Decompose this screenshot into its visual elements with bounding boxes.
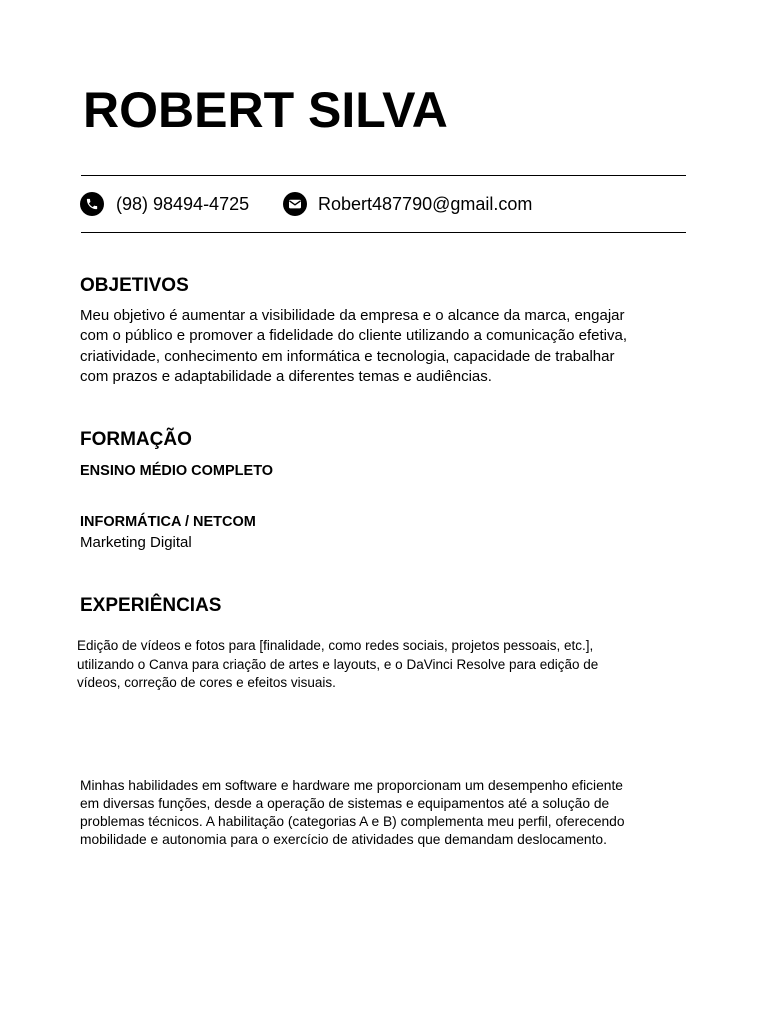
email-address: Robert487790@gmail.com xyxy=(318,194,533,214)
paragraph-line: em diversas funções, desde a operação de sistemas e equipamentos até a solução de xyxy=(80,796,610,811)
candidate-name: ROBERT SILVA xyxy=(83,82,448,138)
objetivos-heading: OBJETIVOS xyxy=(80,275,189,296)
top-divider xyxy=(81,175,686,176)
formacao-heading: FORMAÇÃO xyxy=(80,429,192,450)
paragraph-line: criatividade, conhecimento em informática e tecnologia, capacidade de trabalhar xyxy=(80,347,615,365)
paragraph-line: com o público e promover a fidelidade do cliente utilizando a comunicação efetiva, xyxy=(80,327,627,345)
phone-icon xyxy=(80,192,104,216)
paragraph-line: com prazos e adaptabilidade a diferentes temas e audiências. xyxy=(80,367,492,385)
envelope-icon xyxy=(283,192,307,216)
paragraph-line: Meu objetivo é aumentar a visibilidade da empresa e o alcance da marca, engajar xyxy=(80,307,625,324)
experiencias-heading: EXPERIÊNCIAS xyxy=(80,595,222,616)
paragraph-line: utilizando o Canva para criação de artes e layouts, e o DaVinci Resolve para edição de xyxy=(77,656,599,672)
bottom-divider xyxy=(81,232,686,233)
paragraph-line: Edição de vídeos e fotos para [finalidade, como redes sociais, projetos pessoais, etc.], xyxy=(77,638,594,653)
phone-number: (98) 98494-4725 xyxy=(116,194,250,214)
objetivos-paragraph xyxy=(80,306,627,387)
experience-paragraph xyxy=(77,637,598,693)
education-item-subtitle: Marketing Digital xyxy=(80,534,192,551)
paragraph-line: mobilidade e autonomia para o exercício de atividades que demandam deslocamento. xyxy=(80,832,607,847)
education-item-title: ENSINO MÉDIO COMPLETO xyxy=(80,463,274,479)
paragraph-line: vídeos, correção de cores e efeitos visuais. xyxy=(77,675,336,690)
education-item-title: INFORMÁTICA / NETCOM xyxy=(80,514,256,530)
paragraph-line: problemas técnicos. A habilitação (categorias A e B) complementa meu perfil, oferecendo xyxy=(80,814,625,829)
paragraph-line: Minhas habilidades em software e hardware me proporcionam um desempenho eficiente xyxy=(80,778,623,793)
experience-paragraph xyxy=(80,777,625,849)
